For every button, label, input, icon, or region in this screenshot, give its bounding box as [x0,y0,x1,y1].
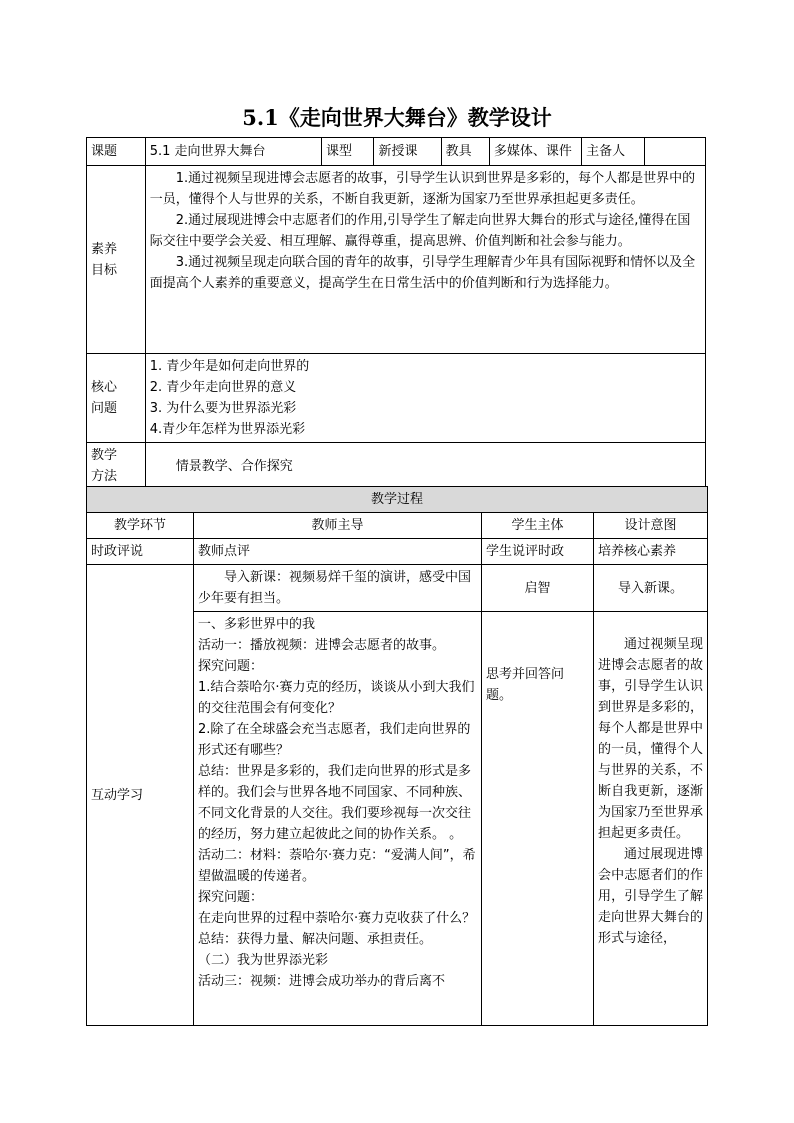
goal-item: 2.通过展现进博会中志愿者们的作用,引导学生了解走向世界大舞台的形式与途径,懂得在国际交往中要学会关爱、相互理解、赢得尊重，提高思辨、价值判断和社会参与能力。 [149,213,691,249]
core-questions-label [87,354,146,443]
method-row [87,443,706,490]
column-header: 设计意图 [594,513,708,539]
stage-cell: 互动学习 [87,565,194,1026]
topic-label: 课题 [87,138,146,166]
teacher-line: 活动二：材料：萘哈尔·赛力克：“爱满人间”，希望做温暖的传递者。 [198,848,476,884]
column-header: 教师主导 [194,513,482,539]
teacher-line: 2.除了在全球盛会充当志愿者，我们走向世界的形式还有哪些？ [198,722,471,758]
preparer-label: 主备人 [582,138,645,166]
goal-item: 1.通过视频呈现进博会志愿者的故事，引导学生认识到世界是多彩的，每个人都是世界中的一员，懂得个人与世界的关系，不断自我更新，逐渐为国家乃至世界承担起更多责任。 [149,171,696,207]
lesson-type-label: 课型 [322,138,374,166]
goal-item: 3.通过视频呈现走向联合国的青年的故事，引导学生理解青少年具有国际视野和情怀以及全面提高个人素养的重要意义，提高学生在日常生活中的价值判断和行为选择能力。 [149,255,696,291]
goals-label [87,166,146,354]
lesson-type-value: 新授课 [374,138,441,166]
process-header-row [87,513,708,539]
student-cell: 思考并回答问题。 [482,612,594,1026]
student-cell: 学生说评时政 [482,539,594,565]
core-question-item: 3. 为什么要为世界添光彩 [149,401,297,416]
teaching-aids-label: 教具 [441,138,489,166]
teacher-line: 活动一：播放视频：进博会志愿者的故事。 [198,638,446,653]
teacher-line: （二）我为世界添光彩 [198,953,329,968]
column-header: 教学环节 [87,513,194,539]
goals-content [145,166,705,354]
column-header: 学生主体 [482,513,594,539]
process-heading: 教学过程 [87,487,708,513]
table-row [87,539,708,565]
design-cell: 培养核心素养 [594,539,708,565]
teacher-line: 1.结合萘哈尔·赛力克的经历，谈谈从小到大我们的交往范围会有何变化？ [198,680,475,716]
topic-value: 5.1 走向世界大舞台 [145,138,321,166]
method-label-line2: 方法 [91,469,118,484]
stage-cell: 时政评说 [87,539,194,565]
method-value: 情景教学、合作探究 [145,443,705,490]
core-questions-content [145,354,705,443]
teacher-line: 总结：世界是多彩的，我们走向世界的形式是多样的。我们会与世界各地不同国家、不同种族、不同文化背景的人交往。我们要珍视每一次交往的经历，努力建立起彼此之间的协作关系。 。 [198,764,472,842]
teacher-line: 总结：获得力量、解决问题、承担责任。 [198,932,433,947]
teacher-line: 在走向世界的过程中萘哈尔·赛力克收获了什么？ [198,911,476,926]
core-label-line2: 问题 [91,401,118,416]
preparer-value [645,138,706,166]
teaching-process-table [86,486,708,1026]
teacher-line: 探究问题： [198,890,264,905]
lesson-info-table [86,137,706,490]
goals-label-line2: 目标 [91,262,118,278]
table-row [87,565,708,612]
teacher-cell: 教师点评 [194,539,482,565]
core-question-item: 4.青少年怎样为世界添光彩 [149,422,306,437]
design-cell [594,612,708,1026]
teacher-cell [194,565,482,612]
teacher-line: 一、多彩世界中的我 [198,617,316,632]
design-paragraph: 通过展现进博会中志愿者们的作用，引导学生了解走向世界大舞台的形式与途径， [598,847,704,946]
teacher-cell [194,612,482,1026]
teacher-line: 活动三：视频：进博会成功举办的背后离不 [198,974,446,989]
student-cell: 启智 [482,565,594,612]
info-row [87,138,706,166]
core-question-item: 2. 青少年走向世界的意义 [149,380,297,395]
core-questions-row [87,354,706,443]
intro-text: 导入新课：视频易烊千玺的演讲，感受中国少年要有担当。 [198,570,472,606]
core-label-line1: 核心 [91,380,118,395]
method-label [87,443,146,490]
document-title: 5.1《走向世界大舞台》教学设计 [242,105,552,130]
core-question-item: 1. 青少年是如何走向世界的 [149,359,310,374]
design-paragraph: 通过视频呈现进博会志愿者的故事，引导学生认识到世界是多彩的，每个人都是世界中的一员，懂得个人与世界的关系，不断自我更新，逐渐为国家乃至世界承担起更多责任。 [598,637,704,841]
goals-label-line1: 素养 [91,241,118,257]
teacher-line: 探究问题： [198,659,264,674]
design-cell: 导入新课。 [594,565,708,612]
method-label-line1: 教学 [91,448,118,463]
goals-row [87,166,706,354]
teaching-aids-value: 多媒体、课件 [489,138,581,166]
